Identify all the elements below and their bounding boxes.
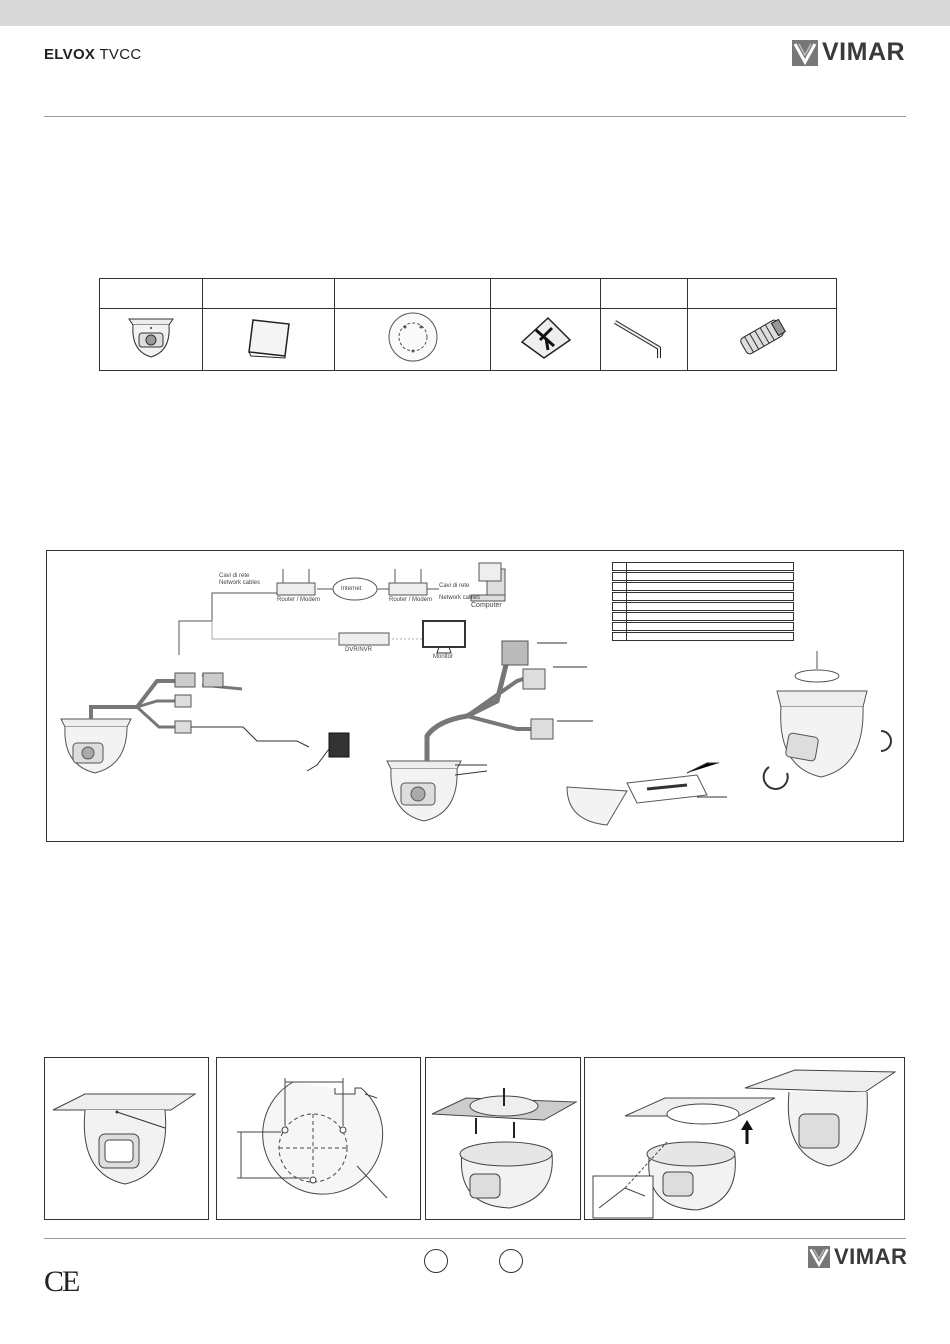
package-contents-table bbox=[99, 278, 837, 371]
internet-label: Internet bbox=[341, 586, 362, 592]
camera-icon bbox=[121, 311, 181, 363]
legend-row bbox=[612, 632, 794, 641]
footer-vimar-logo bbox=[808, 1244, 907, 1270]
screws-cell bbox=[491, 309, 601, 371]
dvr-label: DVR/NVR bbox=[345, 647, 373, 653]
template-cell bbox=[335, 309, 491, 371]
install-panel-3 bbox=[425, 1057, 581, 1220]
footer-circle-left bbox=[424, 1249, 448, 1273]
router-left-label: Router / Modem bbox=[277, 597, 321, 603]
ce-mark: CE bbox=[44, 1265, 79, 1298]
contents-header-cell bbox=[203, 279, 335, 309]
legend-row bbox=[612, 592, 794, 601]
legend-column-divider bbox=[626, 562, 627, 641]
brand-rest: TVCC bbox=[99, 46, 142, 63]
cable-label-it-2: Cavi di rete bbox=[439, 583, 470, 589]
legend-row bbox=[612, 582, 794, 591]
legend-row bbox=[612, 562, 794, 571]
brand-header bbox=[44, 46, 141, 63]
mount-assembly-drawing bbox=[585, 1058, 904, 1219]
cable-label-it: Cavi di rete bbox=[219, 573, 250, 579]
monitor-label: Monitor bbox=[433, 654, 454, 660]
contents-header-cell bbox=[335, 279, 491, 309]
contents-header-row bbox=[100, 279, 837, 309]
cable-label-en-2: Network cables bbox=[439, 595, 481, 601]
footer-divider bbox=[44, 1238, 906, 1239]
footer-vimar-logo-icon bbox=[808, 1246, 830, 1268]
install-panel-1 bbox=[44, 1057, 209, 1220]
header-divider bbox=[44, 116, 906, 117]
manual-icon bbox=[239, 312, 299, 362]
brand-bold: ELVOX bbox=[44, 46, 96, 63]
install-panel-4 bbox=[584, 1057, 905, 1220]
footer-vimar-logo-text: VIMAR bbox=[834, 1244, 908, 1269]
router-right-label: Router / Modem bbox=[389, 597, 433, 603]
mount-screws-drawing bbox=[426, 1058, 580, 1219]
allen-key-icon bbox=[609, 312, 679, 362]
cable-label-en: Network cables bbox=[219, 580, 261, 586]
legend-row bbox=[612, 622, 794, 631]
connector-cap-icon bbox=[727, 312, 797, 362]
vimar-logo bbox=[792, 38, 905, 67]
legend-row bbox=[612, 602, 794, 611]
contents-image-row bbox=[100, 309, 837, 371]
contents-header-cell bbox=[601, 279, 688, 309]
top-bar bbox=[0, 0, 950, 26]
manual-cell bbox=[203, 309, 335, 371]
camera-cell bbox=[100, 309, 203, 371]
drilling-template-icon bbox=[383, 310, 443, 364]
screws-kit-icon bbox=[516, 312, 576, 362]
legend-row bbox=[612, 572, 794, 581]
computer-label: Computer bbox=[471, 602, 502, 609]
install-panel-2 bbox=[216, 1057, 421, 1220]
drilling-template-drawing bbox=[217, 1058, 420, 1219]
ceiling-camera-drawing bbox=[45, 1058, 208, 1219]
vimar-logo-icon bbox=[792, 40, 818, 66]
contents-header-cell bbox=[100, 279, 203, 309]
contents-header-cell bbox=[688, 279, 837, 309]
allen-key-cell bbox=[601, 309, 688, 371]
vimar-logo-text: VIMAR bbox=[822, 38, 906, 66]
contents-header-cell bbox=[491, 279, 601, 309]
footer-circle-right bbox=[499, 1249, 523, 1273]
connector-cell bbox=[688, 309, 837, 371]
legend-row bbox=[612, 612, 794, 621]
